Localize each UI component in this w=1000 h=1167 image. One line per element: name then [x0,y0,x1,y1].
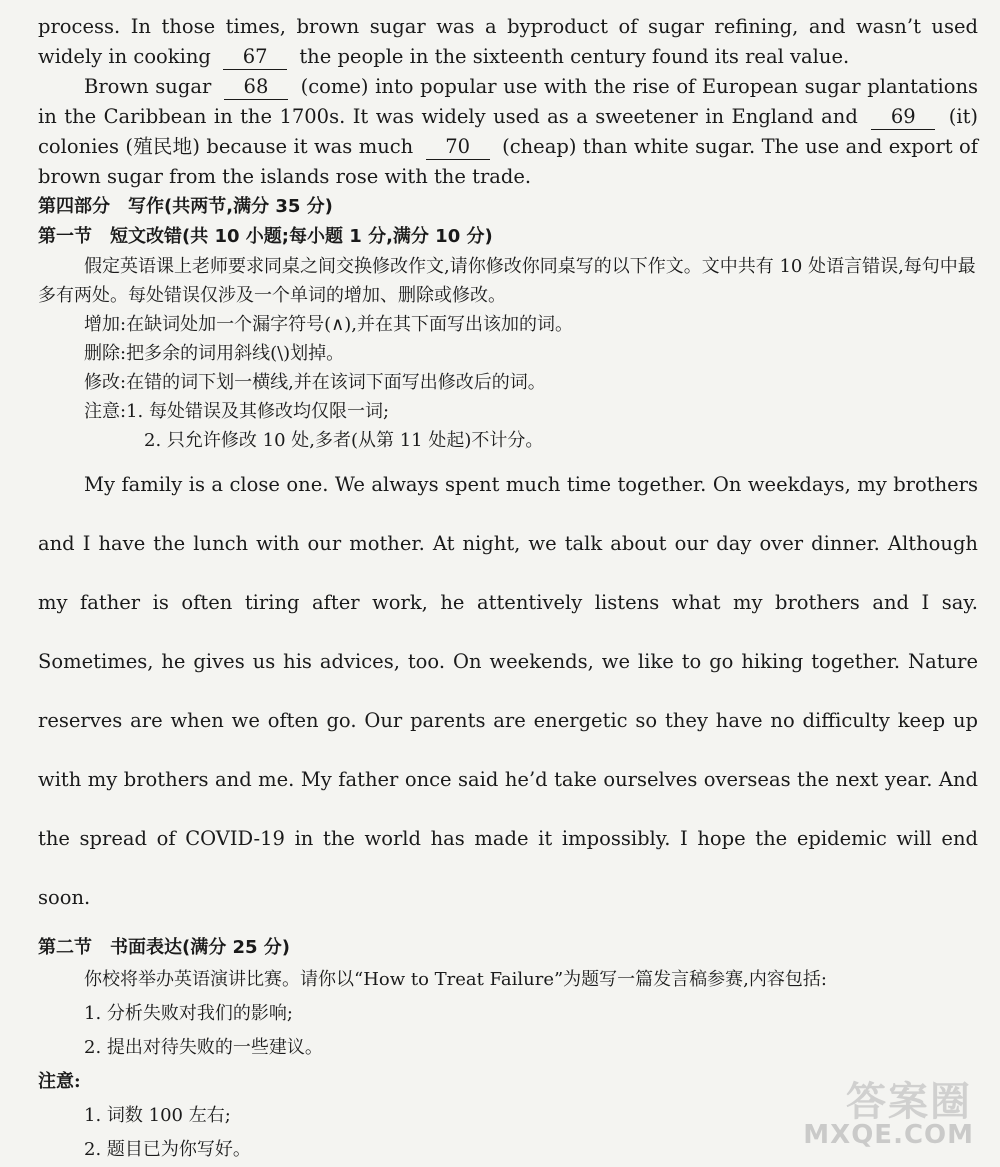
writing-note-2: 2. 题目已为你写好。 [84,1139,251,1160]
cloze-text: process. In those times, brown sugar was a byproduct of sugar refining, and wasn’t used widely in cooking [38,15,978,68]
cloze-text: the people in the sixteenth century found its real value. [299,45,850,68]
part4-title: 第四部分 写作(共两节,满分 35 分) [38,196,333,217]
blank-69: 69 [871,105,935,130]
rule-add: 增加:在缺词处加一个漏字符号(∧),并在其下面写出该加的词。 [84,314,574,335]
task-point-2: 2. 提出对待失败的一些建议。 [84,1037,323,1058]
cloze-text: Brown sugar [84,75,212,98]
cloze-text: (come) into popular use with the rise of European sugar plantations in the Caribbean in the 1700s. It was widely used as a sweetener in England and [38,75,979,128]
section2-title: 第二节 书面表达(满分 25 分) [38,937,291,958]
site-watermark [792,1070,982,1150]
blank-67: 67 [223,45,287,70]
rule-delete: 删除:把多余的词用斜线(\)划掉。 [84,343,345,364]
blank-70: 70 [426,135,490,160]
rule-modify: 修改:在错的词下划一横线,并在该词下面写出修改后的词。 [84,372,546,393]
watermark-url: MXQE.COM [803,1120,974,1150]
notes-label: 注意: [38,1071,81,1092]
blank-68: 68 [224,75,288,100]
cloze-text: (cheap) than white sugar. The use and export of brown sugar from the islands rose with the trade. [38,135,979,188]
cloze-text: (it) colonies (殖民地) because it was much [38,105,979,158]
cloze-paragraph-1 [38,12,978,72]
cloze-paragraph-2 [38,72,978,192]
watermark-logo: 答案圈 [846,1079,972,1125]
note-2: 2. 只允许修改 10 处,多者(从第 11 处起)不计分。 [144,430,544,451]
task-point-1: 1. 分析失败对我们的影响; [84,1003,293,1024]
note-1: 注意:1. 每处错误及其修改均仅限一词; [84,401,390,422]
writing-note-1: 1. 词数 100 左右; [84,1105,231,1126]
section1-title: 第一节 短文改错(共 10 小题;每小题 1 分,满分 10 分) [38,226,493,247]
writing-task: 你校将举办英语演讲比赛。请你以“How to Treat Failure”为题写一篇发言稿参赛,内容包括: [84,969,827,990]
section1-instructions: 假定英语课上老师要求同桌之间交换修改作文,请你修改你同桌写的以下作文。文中共有 10 处语言错误,每句中最多有两处。每处错误仅涉及一个单词的增加、删除或修改。 [38,256,976,306]
error-correction-essay: My family is a close one. We always spent much time together. On weekdays, my brothers and I have the lunch with our mother. At night, we talk about our day over dinner. Although my father is often tiring after work, he attentively listens what my brothers and I say. Sometimes, he gives us his advices, too. On weekends, we like to go hiking together. Nature reserves are when we often go. Our parents are energetic so they have no difficulty keep up with my brothers and me. My father once said he’d take ourselves overseas the next year. And the spread of COVID-19 in the world has made it impossibly. I hope the epidemic will end soon. [38,473,978,909]
exam-page [38,12,978,1167]
